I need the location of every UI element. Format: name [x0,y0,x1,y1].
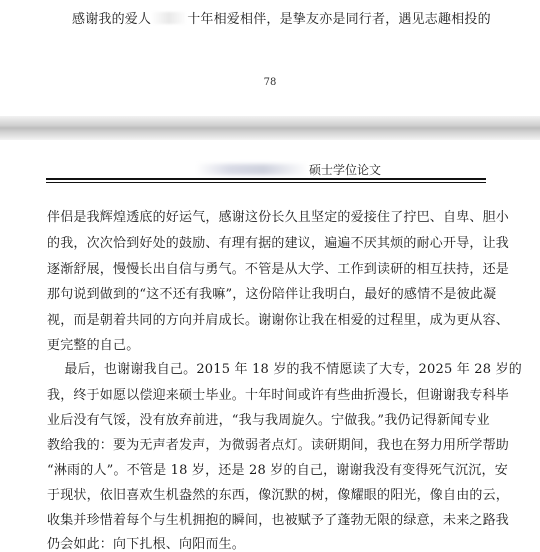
body-line: 收集并珍惜着每个与生机拥抱的瞬间，也被赋予了蓬勃无限的绿意，未来之路我 [47,513,510,528]
page-number: 78 [263,77,277,88]
body-line: 伴侣是我辉煌透底的好运气，感谢这份长久且坚定的爱接住了拧巴、自卑、胆小 [47,210,510,225]
previous-line-start: 感谢我的爱人 [72,12,152,27]
previous-line-end: 十年相爱相伴，是挚友亦是同行者，遇见志趣相投的 [187,12,491,27]
body-line: 那句说到做到的“这不还有我嘛”，这份陪伴让我明白，最好的感情不是彼此凝 [47,287,497,302]
header-rule [46,178,486,180]
body-line: 最后，也谢谢我自己。2015 年 18 岁的我不情愿读了大专，2025 年 28 岁的 [47,362,522,377]
page-separator [0,116,540,140]
running-header-text: 硕士学位论文 [309,163,382,177]
body-line: “淋雨的人”。不管是 18 岁，还是 28 岁的自己，谢谢我没有变得死气沉沉，安 [47,463,508,478]
body-line: 教给我的：要为无声者发声，为微弱者点灯。读研期间，我也在努力用所学帮助 [47,438,510,453]
redacted-name [151,12,187,24]
redacted-university-name [196,164,308,175]
body-line: 视，而是朝着共同的方向并肩成长。谢谢你让我在相爱的过程里，成为更从容、 [47,313,510,328]
body-line: 业后没有气馁，没有放弃前进，“我与我周旋久。宁做我。”我仍记得新闻专业 [47,413,490,428]
previous-page-last-line [72,8,491,27]
body-line: 仍会如此：向下扎根、向阳而生。 [47,537,246,552]
header-rule-thin [46,182,486,183]
body-line: 更完整的自己。 [47,338,140,353]
body-line: 逐渐舒展，慢慢长出自信与勇气。不管是从大学、工作到读研的相互扶持，还是 [47,262,510,277]
previous-page [0,0,540,116]
body-line: 我，终于如愿以偿迎来硕士毕业。十年时间或许有些曲折漫长，但谢谢我专科毕 [47,388,510,403]
body-line: 于现状，依旧喜欢生机盎然的东西，像沉默的树，像耀眼的阳光，像自由的云， [47,488,510,503]
body-line: 的我，次次恰到好处的鼓励、有理有据的建议，遍遍不厌其烦的耐心开导，让我 [47,236,510,251]
running-header [46,161,486,177]
